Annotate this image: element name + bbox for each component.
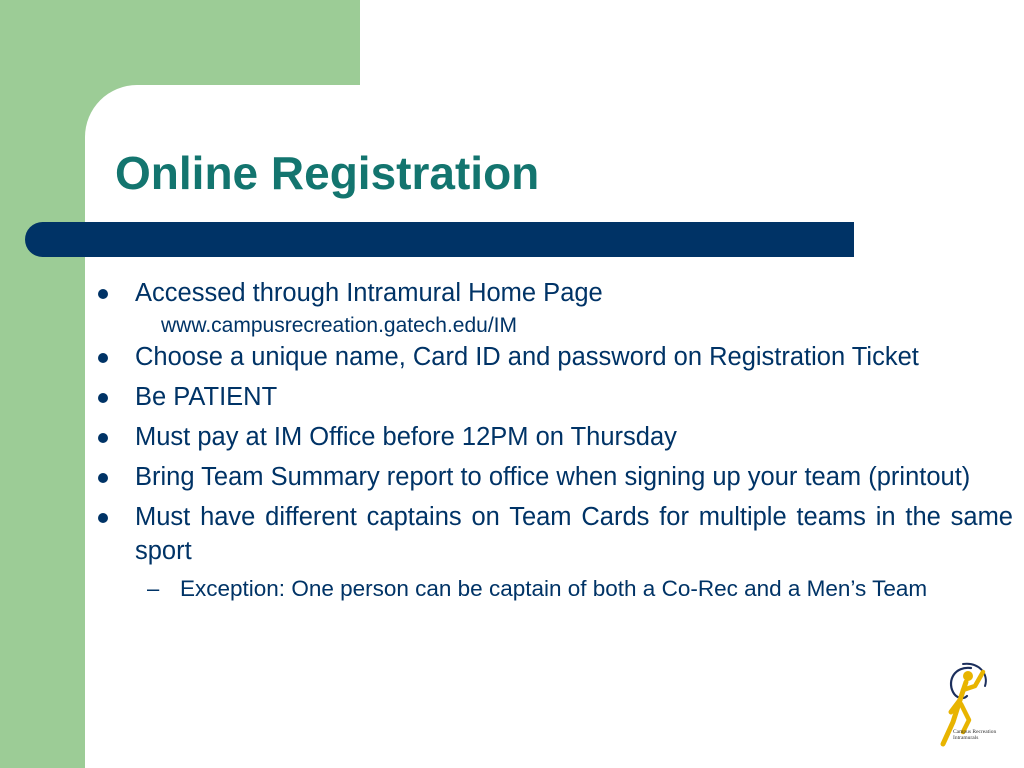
sub-bullet-item xyxy=(135,574,1013,604)
bullet-dot-icon xyxy=(98,289,108,299)
bullet-text: Must pay at IM Office before 12PM on Thursday xyxy=(135,423,677,451)
sub-bullet-dash: – xyxy=(147,576,160,601)
bullet-dot-icon xyxy=(98,473,108,483)
bullet-item xyxy=(98,460,1013,494)
bullet-text: Accessed through Intramural Home Page xyxy=(135,279,603,307)
bullet-dot-icon xyxy=(98,353,108,363)
bullet-text: Bring Team Summary report to office when signing up your team (printout) xyxy=(135,463,971,491)
bullet-text: Be PATIENT xyxy=(135,383,278,411)
intramural-url-link[interactable]: www.campusrecreation.gatech.edu/IM xyxy=(161,314,518,337)
bullet-item xyxy=(98,380,1013,414)
bullet-item xyxy=(98,500,1013,568)
logo-label: Campus Recreation Intramurals xyxy=(953,729,997,741)
bullet-text: Must have different captains on Team Cards for multiple teams in the same sport xyxy=(135,503,1013,565)
bullet-text: Choose a unique name, Card ID and password on Registration Ticket xyxy=(135,343,919,371)
bullet-list xyxy=(98,276,1013,604)
bullet-dot-icon xyxy=(98,433,108,443)
bullet-item xyxy=(98,276,1013,310)
bullet-item xyxy=(98,340,1013,374)
title-underline-bar xyxy=(25,222,854,257)
bullet-dot-icon xyxy=(98,513,108,523)
bullet-item xyxy=(98,420,1013,454)
sub-bullet-text: Exception: One person can be captain of both a Co-Rec and a Men’s Team xyxy=(180,576,928,601)
bullet-dot-icon xyxy=(98,393,108,403)
slide-title: Online Registration xyxy=(115,147,540,199)
